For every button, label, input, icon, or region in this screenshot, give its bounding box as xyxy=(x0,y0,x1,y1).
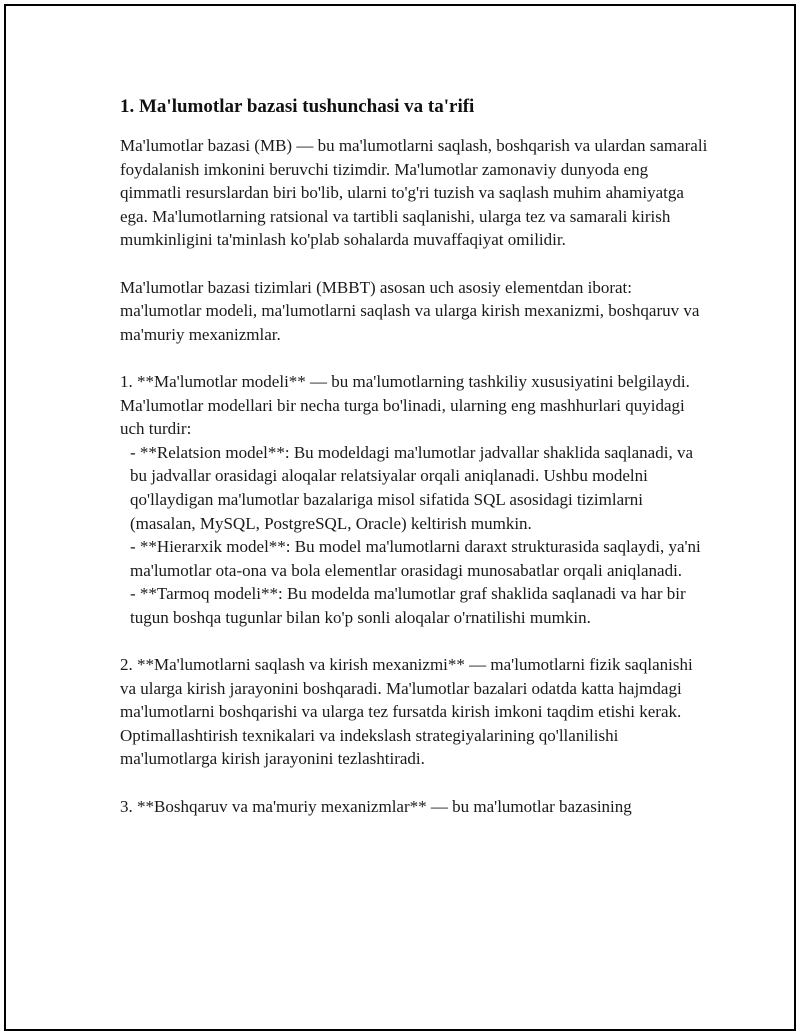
paragraph-gap xyxy=(120,252,710,276)
document-title: 1. Ma'lumotlar bazasi tushunchasi va ta'rifi xyxy=(120,96,475,117)
document-page xyxy=(4,4,796,1031)
item1-hierarchical-model: - **Hierarxik model**: Bu model ma'lumotlarni daraxt strukturasida saqlaydi, ya'ni ma'lumotlar ota-ona va bola elementlar orasidagi munosabatlar orqali aniqlanadi. xyxy=(130,537,706,580)
paragraph-gap xyxy=(120,346,710,370)
elements-paragraph: Ma'lumotlar bazasi tizimlari (MBBT) asosan uch asosiy elementdan iborat: ma'lumotlar modeli, ma'lumotlarni saqlash va ularga kirish mexanizmi, boshqaruv va ma'muriy mexanizmlar. xyxy=(120,277,704,344)
item1-intro: 1. **Ma'lumotlar modeli** — bu ma'lumotlarning tashkiliy xususiyatini belgilaydi. Ma'lumotlar modellari bir necha turga bo'linadi, ularning eng mashhurlari quyidagi uch turdir: xyxy=(120,371,695,439)
item1-network-model: - **Tarmoq modeli**: Bu modelda ma'lumotlar graf shaklida saqlanadi va har bir tugun boshqa tugunlar bilan ko'p sonli aloqalar o'rnatilishi mumkin. xyxy=(130,584,690,627)
item1-relational-model: - **Relatsion model**: Bu modeldagi ma'lumotlar jadvallar shaklida saqlanadi, va bu jadvallar orasidagi aloqalar relatsiyalar orqali aniqlanadi. Ushbu modelni qo'llaydigan ma'lumotlar bazalariga misol sifatida SQL asosidagi tizimlarni (masalan, MySQL, PostgreSQL, Oracle) keltirish mumkin. xyxy=(130,442,698,533)
paragraph-gap xyxy=(120,629,710,653)
document-content xyxy=(120,94,710,818)
item2-storage-mechanism: 2. **Ma'lumotlarni saqlash va kirish mexanizmi** — ma'lumotlarni fizik saqlanishi va ularga kirish jarayonini boshqaradi. Ma'lumotlar bazalari odatda katta hajmdagi ma'lumotlarni boshqarishi va ularga tez fursatda kirish imkoni taqdim etishi kerak. Optimallashtirish texnikalari va indekslash strategiyalarining qo'llanilishi ma'lumotlarga kirish jarayonini tezlashtiradi. xyxy=(120,655,697,769)
paragraph-gap xyxy=(120,771,710,795)
item3-management-mechanism: 3. **Boshqaruv va ma'muriy mexanizmlar** — bu ma'lumotlar bazasining xyxy=(120,796,632,816)
intro-paragraph: Ma'lumotlar bazasi (MB) — bu ma'lumotlarni saqlash, boshqarish va ulardan samarali foydalanish imkonini beruvchi tizimdir. Ma'lumotlar zamonaviy dunyoda eng qimmatli resurslardan biri bo'lib, ularni to'g'ri tuzish va saqlash muhim ahamiyatga ega. Ma'lumotlarning ratsional va tartibli saqlanishi, ularga tez va samarali kirish mumkinligini ta'minlash ko'plab sohalarda muvaffaqiyat omilidir. xyxy=(120,136,712,250)
